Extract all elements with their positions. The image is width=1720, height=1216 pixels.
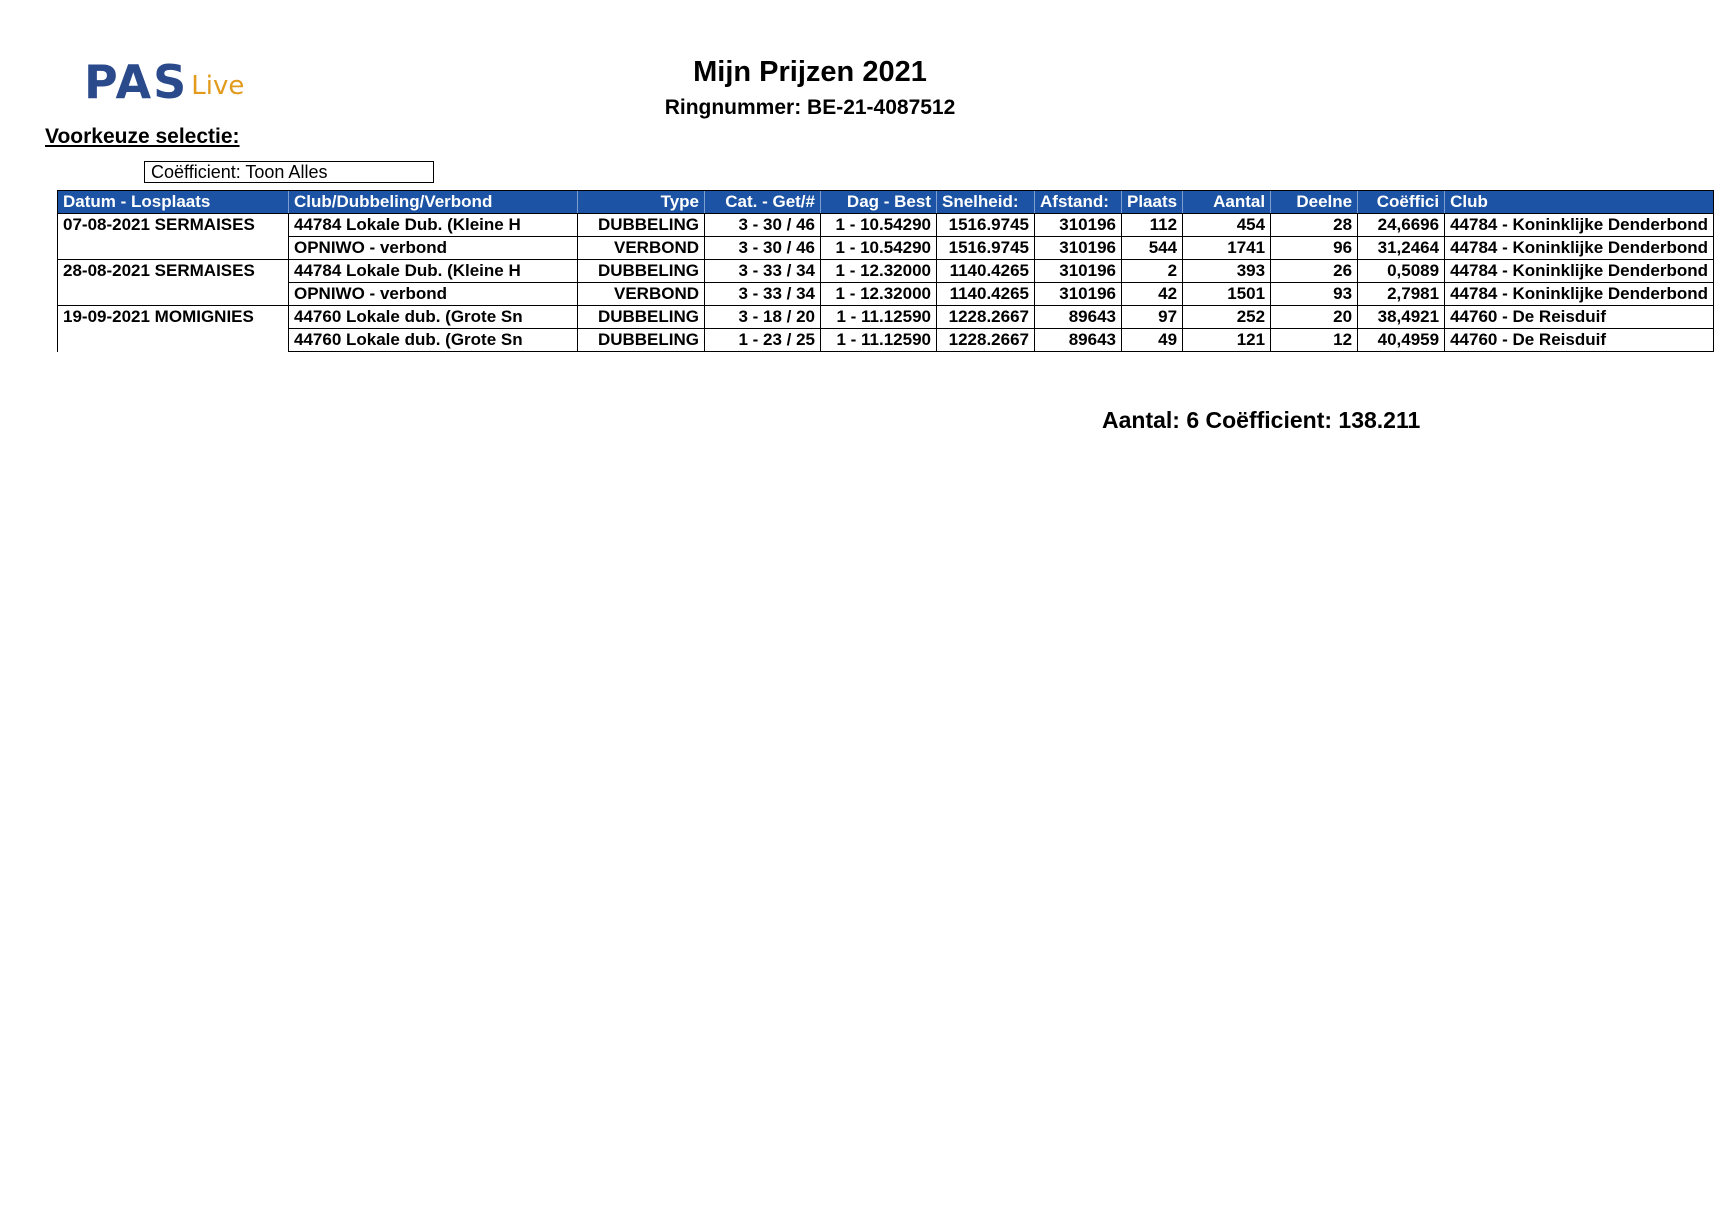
cell-coefficient: 31,2464 xyxy=(1358,237,1445,260)
cell-aantal: 1741 xyxy=(1183,237,1271,260)
cell-coefficient: 38,4921 xyxy=(1358,306,1445,329)
header-dag-best: Dag - Best xyxy=(821,191,937,214)
cell-coefficient: 2,7981 xyxy=(1358,283,1445,306)
cell-plaats: 112 xyxy=(1122,214,1183,237)
cell-deelne: 20 xyxy=(1271,306,1358,329)
cell-dag-best: 1 - 12.32000 xyxy=(821,283,937,306)
prizes-table-container xyxy=(57,190,1720,352)
ring-number: Ringnummer: BE-21-4087512 xyxy=(664,96,956,119)
preference-selection-box[interactable]: Coëfficient: Toon Alles xyxy=(144,161,434,183)
cell-cat-get: 3 - 33 / 34 xyxy=(705,283,821,306)
summary-total: Aantal: 6 Coëfficient: 138.211 xyxy=(1102,407,1421,433)
cell-deelne: 96 xyxy=(1271,237,1358,260)
cell-club-dubbeling: 44784 Lokale Dub. (Kleine H xyxy=(289,260,578,283)
header-cat-get: Cat. - Get/# xyxy=(705,191,821,214)
table-row xyxy=(58,260,1714,283)
cell-coefficient: 0,5089 xyxy=(1358,260,1445,283)
cell-afstand: 89643 xyxy=(1035,329,1122,352)
cell-datum-losplaats xyxy=(58,329,289,352)
table-row xyxy=(58,237,1714,260)
cell-plaats: 49 xyxy=(1122,329,1183,352)
cell-coefficient: 24,6696 xyxy=(1358,214,1445,237)
table-header-row xyxy=(58,191,1714,214)
cell-afstand: 310196 xyxy=(1035,237,1122,260)
cell-coefficient: 40,4959 xyxy=(1358,329,1445,352)
logo-sub-text: Live xyxy=(191,71,245,101)
cell-aantal: 1501 xyxy=(1183,283,1271,306)
cell-club-dubbeling: OPNIWO - verbond xyxy=(289,237,578,260)
logo-main-text: PAS xyxy=(84,55,189,109)
cell-cat-get: 3 - 30 / 46 xyxy=(705,214,821,237)
cell-club-dubbeling: 44784 Lokale Dub. (Kleine H xyxy=(289,214,578,237)
cell-datum-losplaats: 07-08-2021 SERMAISES xyxy=(58,214,289,237)
cell-dag-best: 1 - 10.54290 xyxy=(821,214,937,237)
cell-cat-get: 3 - 33 / 34 xyxy=(705,260,821,283)
cell-cat-get: 1 - 23 / 25 xyxy=(705,329,821,352)
cell-plaats: 97 xyxy=(1122,306,1183,329)
cell-aantal: 454 xyxy=(1183,214,1271,237)
header-afstand: Afstand: xyxy=(1035,191,1122,214)
cell-snelheid: 1516.9745 xyxy=(937,214,1035,237)
cell-snelheid: 1516.9745 xyxy=(937,237,1035,260)
cell-cat-get: 3 - 30 / 46 xyxy=(705,237,821,260)
cell-dag-best: 1 - 11.12590 xyxy=(821,329,937,352)
cell-datum-losplaats: 28-08-2021 SERMAISES xyxy=(58,260,289,283)
cell-club: 44784 - Koninklijke Denderbond xyxy=(1445,283,1714,306)
cell-type: DUBBELING xyxy=(578,214,705,237)
header-aantal: Aantal xyxy=(1183,191,1271,214)
cell-deelne: 93 xyxy=(1271,283,1358,306)
cell-snelheid: 1140.4265 xyxy=(937,283,1035,306)
cell-aantal: 393 xyxy=(1183,260,1271,283)
cell-afstand: 310196 xyxy=(1035,283,1122,306)
header-type: Type xyxy=(578,191,705,214)
table-row xyxy=(58,306,1714,329)
cell-dag-best: 1 - 12.32000 xyxy=(821,260,937,283)
header-coefficient: Coëffici xyxy=(1358,191,1445,214)
cell-snelheid: 1140.4265 xyxy=(937,260,1035,283)
cell-type: DUBBELING xyxy=(578,306,705,329)
cell-afstand: 89643 xyxy=(1035,306,1122,329)
table-row xyxy=(58,283,1714,306)
table-row xyxy=(58,329,1714,352)
preference-label: Voorkeuze selectie: xyxy=(45,125,240,148)
cell-club: 44784 - Koninklijke Denderbond xyxy=(1445,260,1714,283)
header-deelne: Deelne xyxy=(1271,191,1358,214)
cell-plaats: 2 xyxy=(1122,260,1183,283)
cell-club: 44760 - De Reisduif xyxy=(1445,306,1714,329)
cell-plaats: 42 xyxy=(1122,283,1183,306)
header-plaats: Plaats xyxy=(1122,191,1183,214)
cell-club-dubbeling: 44760 Lokale dub. (Grote Sn xyxy=(289,306,578,329)
cell-cat-get: 3 - 18 / 20 xyxy=(705,306,821,329)
cell-aantal: 252 xyxy=(1183,306,1271,329)
header-datum-losplaats: Datum - Losplaats xyxy=(58,191,289,214)
cell-club-dubbeling: OPNIWO - verbond xyxy=(289,283,578,306)
header-club-dubbeling-verbond: Club/Dubbeling/Verbond xyxy=(289,191,578,214)
cell-plaats: 544 xyxy=(1122,237,1183,260)
cell-datum-losplaats xyxy=(58,237,289,260)
cell-snelheid: 1228.2667 xyxy=(937,329,1035,352)
table-row xyxy=(58,214,1714,237)
cell-deelne: 28 xyxy=(1271,214,1358,237)
cell-dag-best: 1 - 10.54290 xyxy=(821,237,937,260)
cell-type: VERBOND xyxy=(578,237,705,260)
cell-type: DUBBELING xyxy=(578,260,705,283)
cell-club: 44760 - De Reisduif xyxy=(1445,329,1714,352)
cell-club: 44784 - Koninklijke Denderbond xyxy=(1445,214,1714,237)
prizes-table xyxy=(57,190,1714,352)
cell-type: DUBBELING xyxy=(578,329,705,352)
cell-deelne: 12 xyxy=(1271,329,1358,352)
cell-afstand: 310196 xyxy=(1035,214,1122,237)
cell-datum-losplaats xyxy=(58,283,289,306)
page-title: Mijn Prijzen 2021 xyxy=(693,56,927,88)
cell-afstand: 310196 xyxy=(1035,260,1122,283)
cell-club: 44784 - Koninklijke Denderbond xyxy=(1445,237,1714,260)
cell-snelheid: 1228.2667 xyxy=(937,306,1035,329)
cell-datum-losplaats: 19-09-2021 MOMIGNIES xyxy=(58,306,289,329)
cell-aantal: 121 xyxy=(1183,329,1271,352)
cell-type: VERBOND xyxy=(578,283,705,306)
header-snelheid: Snelheid: xyxy=(937,191,1035,214)
cell-club-dubbeling: 44760 Lokale dub. (Grote Sn xyxy=(289,329,578,352)
cell-dag-best: 1 - 11.12590 xyxy=(821,306,937,329)
cell-deelne: 26 xyxy=(1271,260,1358,283)
header-club: Club xyxy=(1445,191,1714,214)
